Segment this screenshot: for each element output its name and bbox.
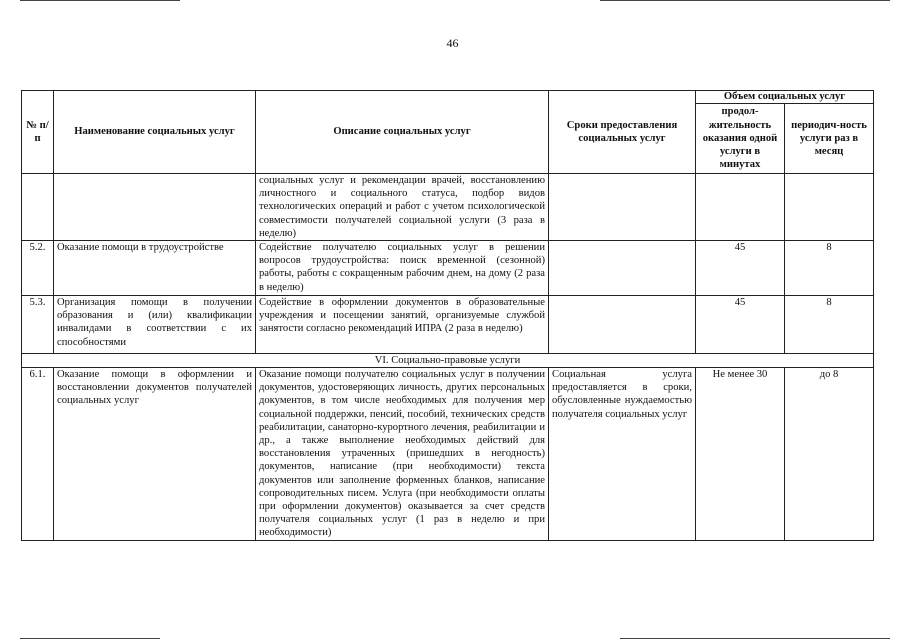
header-num: № п/п — [22, 91, 54, 174]
header-volume: Объем социальных услуг — [696, 91, 874, 104]
row-frequency: 8 — [785, 296, 874, 354]
row-duration: 45 — [696, 241, 785, 296]
row-terms: Социальная услуга предоставляется в сроки, обусловленные нуждаемостью получателя социальных услуг — [549, 368, 696, 541]
row-desc: Содействие получателю социальных услуг в решении вопросов трудоустройства: поиск временной (сезонной) работы, работы с сокращенным рабочим днем, на дому (2 раза в неделю) — [256, 241, 549, 296]
header-terms: Сроки предоставления социальных услуг — [549, 91, 696, 174]
section-title: VI. Социально-правовые услуги — [22, 354, 874, 368]
header-frequency: периодич-ность услуги раз в месяц — [785, 104, 874, 174]
row-num: 6.1. — [22, 368, 54, 541]
page-number: 46 — [446, 36, 459, 50]
row-frequency: 8 — [785, 241, 874, 296]
row-name: Оказание помощи в трудоустройстве — [54, 241, 256, 296]
table-row — [22, 368, 874, 541]
row-frequency: до 8 — [785, 368, 874, 541]
row-name: Организация помощи в получении образования и (или) квалификации инвалидами в соответствии с их способностями — [54, 296, 256, 354]
row-num: 5.2. — [22, 241, 54, 296]
header-name: Наименование социальных услуг — [54, 91, 256, 174]
table-row — [22, 296, 874, 354]
row-frequency — [785, 174, 874, 241]
row-terms — [549, 174, 696, 241]
row-duration — [696, 174, 785, 241]
row-name — [54, 174, 256, 241]
header-duration: продол-жительность оказания одной услуги в минутах — [696, 104, 785, 174]
scan-artifact — [20, 638, 160, 639]
row-duration: 45 — [696, 296, 785, 354]
row-num: 5.3. — [22, 296, 54, 354]
row-desc: Оказание помощи получателю социальных услуг в получении документов, удостоверяющих личность, других персональных документов, в том числе необходимых для получения мер социальной поддержки, пенсий, пособий, технических средств реабилитации, санаторно-курортного лечения, реабилитации и др., а также выполнение необходимых действий для восстановления утраченных (пришедших в негодность) документов, написание (при необходимости) текста документов или заполнение форменных бланков, написание сопроводительных писем. Услуга (при необходимости оплаты при оформлении документов) оказывается за счет средств получателя социальных услуг (1 раз в неделю и при необходимости) — [256, 368, 549, 541]
services-table — [21, 90, 874, 541]
row-desc: Содействие в оформлении документов в образовательные учреждения и посещении занятий, организуемые службой занятости согласно рекомендаций ИПРА (2 раза в неделю) — [256, 296, 549, 354]
scan-artifact — [600, 0, 890, 1]
scan-artifact — [20, 0, 180, 1]
header-desc: Описание социальных услуг — [256, 91, 549, 174]
row-desc: социальных услуг и рекомендации врачей, восстановлению личностного и социального статуса, подбор видов технологических операций и работ с учетом психологической совместимости получателей социальной услуги (3 раза в неделю) — [256, 174, 549, 241]
scan-artifact — [620, 638, 890, 639]
row-duration: Не менее 30 — [696, 368, 785, 541]
section-row — [22, 354, 874, 368]
table-row — [22, 174, 874, 241]
row-terms — [549, 241, 696, 296]
row-num — [22, 174, 54, 241]
row-name: Оказание помощи в оформлении и восстановлении документов получателей социальных услуг — [54, 368, 256, 541]
table-row — [22, 241, 874, 296]
table-header — [22, 91, 874, 174]
row-terms — [549, 296, 696, 354]
